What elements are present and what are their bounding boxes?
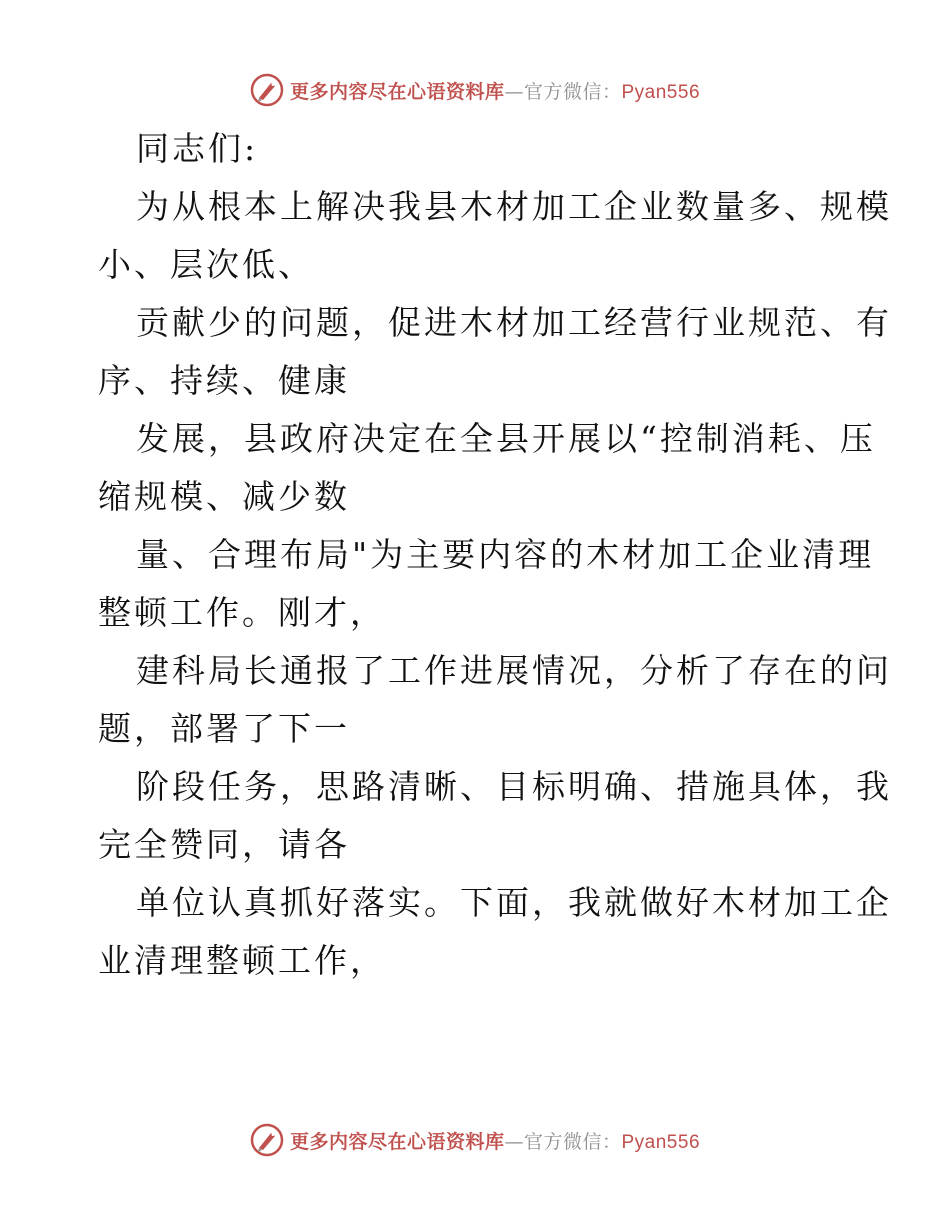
body-line: 同志们:: [136, 129, 259, 168]
body-line: 建科局长通报了工作进展情况，分析了存在的问: [136, 651, 892, 690]
body-line: 业清理整顿工作，: [98, 941, 386, 980]
body-line: 整顿工作。刚才，: [98, 593, 386, 632]
document-body: [98, 120, 892, 990]
footer-banner-inner: [250, 1123, 700, 1157]
header-banner-wechat-label: 官方微信：: [523, 80, 622, 103]
footer-banner-wechat-id: Pyan556: [621, 1131, 701, 1153]
header-banner: [0, 70, 950, 110]
body-line: 阶段任务，思路清晰、目标明确、措施具体，我: [136, 767, 892, 806]
body-line: 完全赞同，请各: [98, 825, 350, 864]
header-banner-main: 更多内容尽在心语资料库: [289, 80, 505, 103]
footer-banner-text: [290, 1127, 700, 1154]
body-line: 序、持续、健康: [98, 361, 350, 400]
header-banner-separator: —: [504, 80, 524, 103]
header-banner-inner: [250, 73, 700, 107]
footer-banner: [0, 1120, 950, 1160]
header-banner-wechat-id: Pyan556: [621, 81, 701, 103]
body-line: 缩规模、减少数: [98, 477, 350, 516]
body-line: 单位认真抓好落实。下面，我就做好木材加工企: [136, 883, 892, 922]
body-line: 小、层次低、: [98, 245, 314, 284]
pen-logo-icon: [250, 1123, 284, 1157]
body-line: 为从根本上解决我县木材加工企业数量多、规模: [136, 187, 892, 226]
footer-banner-separator: —: [504, 1130, 524, 1153]
header-banner-text: [290, 77, 700, 104]
pen-logo-icon: [250, 73, 284, 107]
body-line: 量、合理布局"为主要内容的木材加工企业清理: [136, 535, 875, 574]
body-line: 发展，县政府决定在全县开展以“控制消耗、压: [136, 419, 876, 458]
footer-banner-wechat-label: 官方微信：: [523, 1130, 622, 1153]
body-line: 题，部署了下一: [98, 709, 350, 748]
body-line: 贡献少的问题，促进木材加工经营行业规范、有: [136, 303, 892, 342]
footer-banner-main: 更多内容尽在心语资料库: [289, 1130, 505, 1153]
